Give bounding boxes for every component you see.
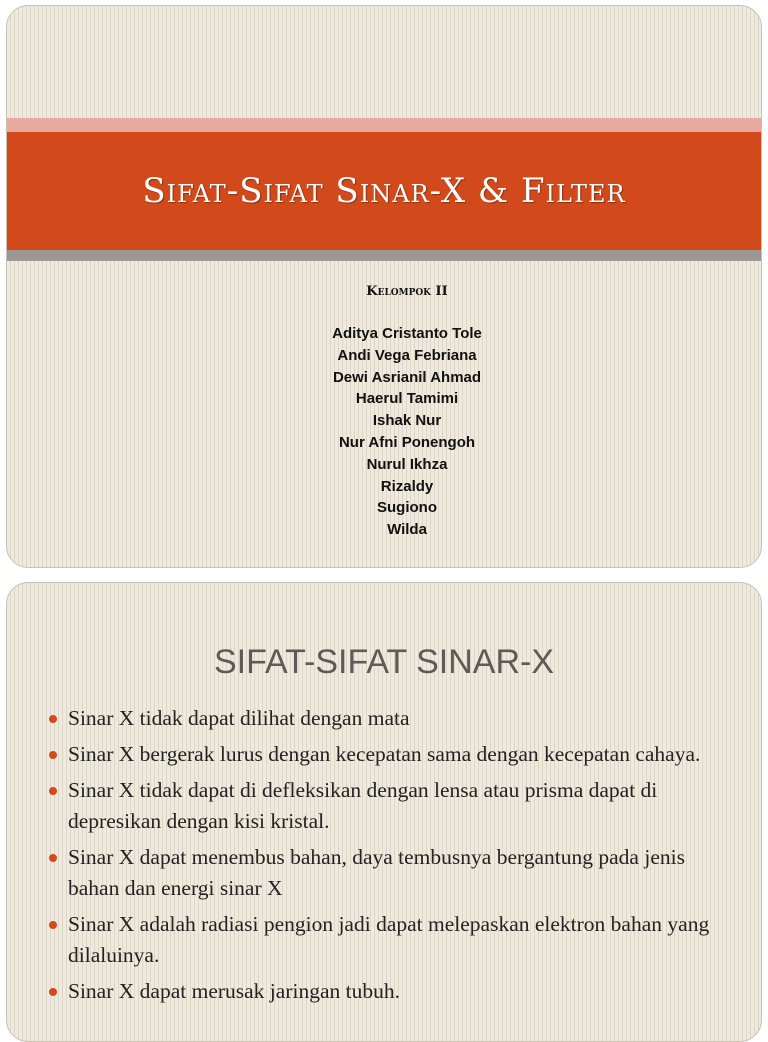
slide-title: Sifat-Sifat Sinar-X & Filter: [142, 171, 626, 211]
bullet-dot-icon: [49, 787, 57, 795]
bullet-text: Sinar X adalah radiasi pengion jadi dapat melepaskan elektron bahan yang dilaluinya.: [68, 912, 710, 967]
bullet-item: [49, 842, 731, 904]
bullet-text: Sinar X tidak dapat di defleksikan dengan lensa atau prisma dapat di depresikan dengan kisi kristal.: [68, 778, 658, 833]
bullet-text: Sinar X tidak dapat dilihat dengan mata: [68, 706, 410, 730]
member-name: Ishak Nur: [372, 412, 442, 430]
bullet-text: Sinar X bergerak lurus dengan kecepatan sama dengan kecepatan cahaya.: [68, 742, 701, 766]
title-band-top-stripe: [7, 118, 761, 132]
bullet-item: [49, 703, 731, 734]
group-info: [247, 284, 567, 541]
member-list: [247, 323, 567, 541]
member-name: Dewi Asrianil Ahmad: [332, 368, 482, 386]
bullet-text: Sinar X dapat menembus bahan, daya tembusnya bergantung pada jenis bahan dan energi sinar X: [68, 845, 685, 900]
bullet-dot-icon: [49, 751, 57, 759]
title-band-bottom-stripe: [7, 250, 761, 261]
bullet-dot-icon: [49, 715, 57, 723]
member-name: Haerul Tamimi: [355, 390, 459, 408]
member-name: Nurul Ikhza: [366, 455, 448, 473]
member-name: Aditya Cristanto Tole: [332, 325, 482, 342]
bullet-dot-icon: [49, 988, 57, 996]
title-slide: [6, 5, 762, 568]
bullet-item: [49, 775, 731, 837]
bullet-list: [49, 703, 731, 1012]
bullet-item: [49, 739, 731, 770]
content-slide: [6, 582, 762, 1042]
member-name: Sugiono: [377, 499, 437, 517]
member-name: Wilda: [387, 521, 427, 539]
member-name: Nur Afni Ponengoh: [338, 433, 476, 451]
content-slide-title: SIFAT-SIFAT SINAR-X: [213, 643, 555, 681]
member-name: Rizaldy: [380, 477, 434, 495]
bullet-dot-icon: [49, 921, 57, 929]
bullet-text: Sinar X dapat merusak jaringan tubuh.: [68, 979, 400, 1003]
bullet-item: [49, 909, 731, 971]
member-name: Andi Vega Febriana: [337, 346, 477, 364]
bullet-dot-icon: [49, 854, 57, 862]
group-label: Kelompok II: [366, 284, 448, 299]
bullet-item: [49, 976, 731, 1007]
